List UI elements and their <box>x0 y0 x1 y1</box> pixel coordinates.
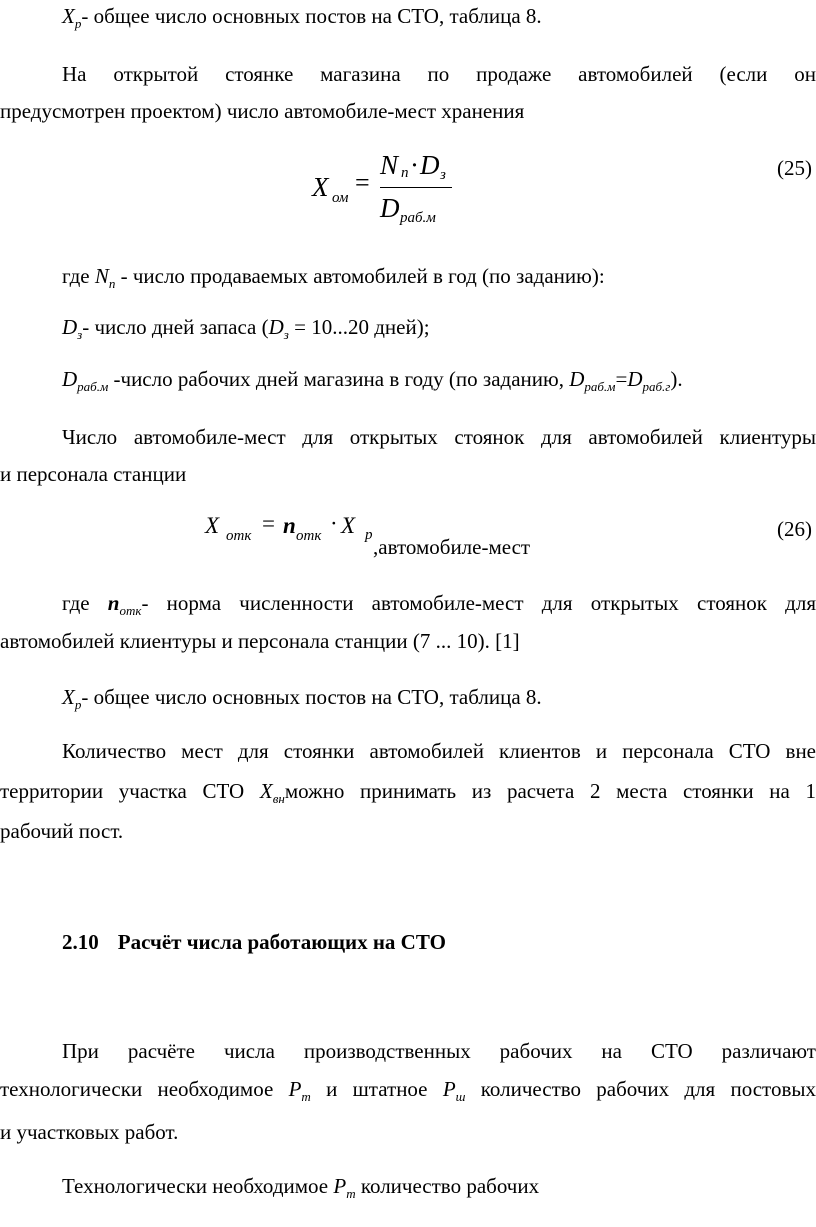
paragraph-posts-count-repeat: $X_р-$ общее число основных постов на СТО, таблица 8. <box>62 685 542 712</box>
paragraph-dz-definition: $D_з-$ число дней запаса ($D_з = 10...20$ дней); <box>62 315 430 342</box>
section-heading: 2.10 Расчёт числа работающих на СТО <box>62 930 446 954</box>
paragraph-workers-line1: При расчёте числа производственных рабочих на СТО различают <box>62 1039 816 1063</box>
paragraph-external-parking-line2: территории участка СТО $X_{вн}можно$ принимать из расчета 2 места стоянки на 1 <box>0 779 816 806</box>
paragraph-external-parking-line1: Количество мест для стоянки автомобилей клиентов и персонала СТО вне <box>62 739 816 763</box>
paragraph-drab-definition: $D_{раб.м}$ -число рабочих дней магазина в году (по заданию, $D_{раб.м}=D_{раб.г}$). <box>62 367 683 394</box>
paragraph-open-parking-line1: На открытой стоянке магазина по продаже автомобилей (если он <box>62 62 816 86</box>
fraction-bar <box>380 187 452 188</box>
paragraph-client-parking-line1: Число автомобиле-мест для открытых стоянок для автомобилей клиентуры <box>62 425 816 449</box>
paragraph-client-parking-line2: и персонала станции <box>0 462 187 486</box>
document-page: $X_p-$ общее число основных постов на СТО, таблица 8. На открытой стоянке магазина по продаже автомобилей (если он предусмотрен проектом) число автомобиле-мест хранения X ом = N п · D з D раб.м (25) где $N_п$ - число продаваемых автомобилей в год (по заданию): $D_з-$ число дней запаса ($D_з = 10...20$ дней); $D_{раб.м}$ -число рабочих дней магазина в году (по заданию, $D_{раб.м}=D_{раб.г}$). Число автомобиле-мест для открытых стоянок для автомобилей клиентуры и персонала станции X отк = n отк · X р ,автомобиле-мест (26) где $n_{отк}-$ норма численности автомобиле-мест для открытых стоянок для автомобилей клиентуры и персонала станции (7 ... 10). [1] $X_р-$ общее число основных постов на СТО, таблица 8. Количество мест для стоянки автомобилей клиентов и персонала СТО вне территории участка СТО $X_{вн}можно$ принимать из расчета 2 места стоянки на 1 рабочий пост. 2.10 Расчёт числа работающих на СТО При расчёте числа производственных рабочих на СТО различают технологически необходимое $Р_т$ и штатное $Р_ш$ количество рабочих для постовых и участковых работ. Технологически необходимое $Р_т$ количество рабочих <box>0 0 816 1227</box>
equation-number-26: (26) <box>777 517 812 541</box>
paragraph-external-parking-line3: рабочий пост. <box>0 819 124 843</box>
paragraph-required-workers: Технологически необходимое $Р_т$ количество рабочих <box>62 1174 540 1201</box>
paragraph-open-parking-line2: предусмотрен проектом) число автомобиле-мест хранения <box>0 99 525 123</box>
paragraph-workers-line2: технологически необходимое $Р_т$ и штатное $Р_ш$ количество рабочих для постовых <box>0 1077 816 1104</box>
paragraph-notk-definition-line2: автомобилей клиентуры и персонала станции (7 ... 10). [1] <box>0 629 520 653</box>
paragraph-workers-line3: и участковых работ. <box>0 1120 179 1144</box>
paragraph-notk-definition-line1: где $n_{отк}-$ норма численности автомобиле-мест для открытых стоянок для <box>62 591 816 618</box>
paragraph-posts-count: $X_p-$ общее число основных постов на СТО, таблица 8. <box>62 4 542 31</box>
equation-number-25: (25) <box>777 156 812 180</box>
paragraph-nn-definition: где $N_п$ - число продаваемых автомобилей в год (по заданию): <box>62 264 605 291</box>
